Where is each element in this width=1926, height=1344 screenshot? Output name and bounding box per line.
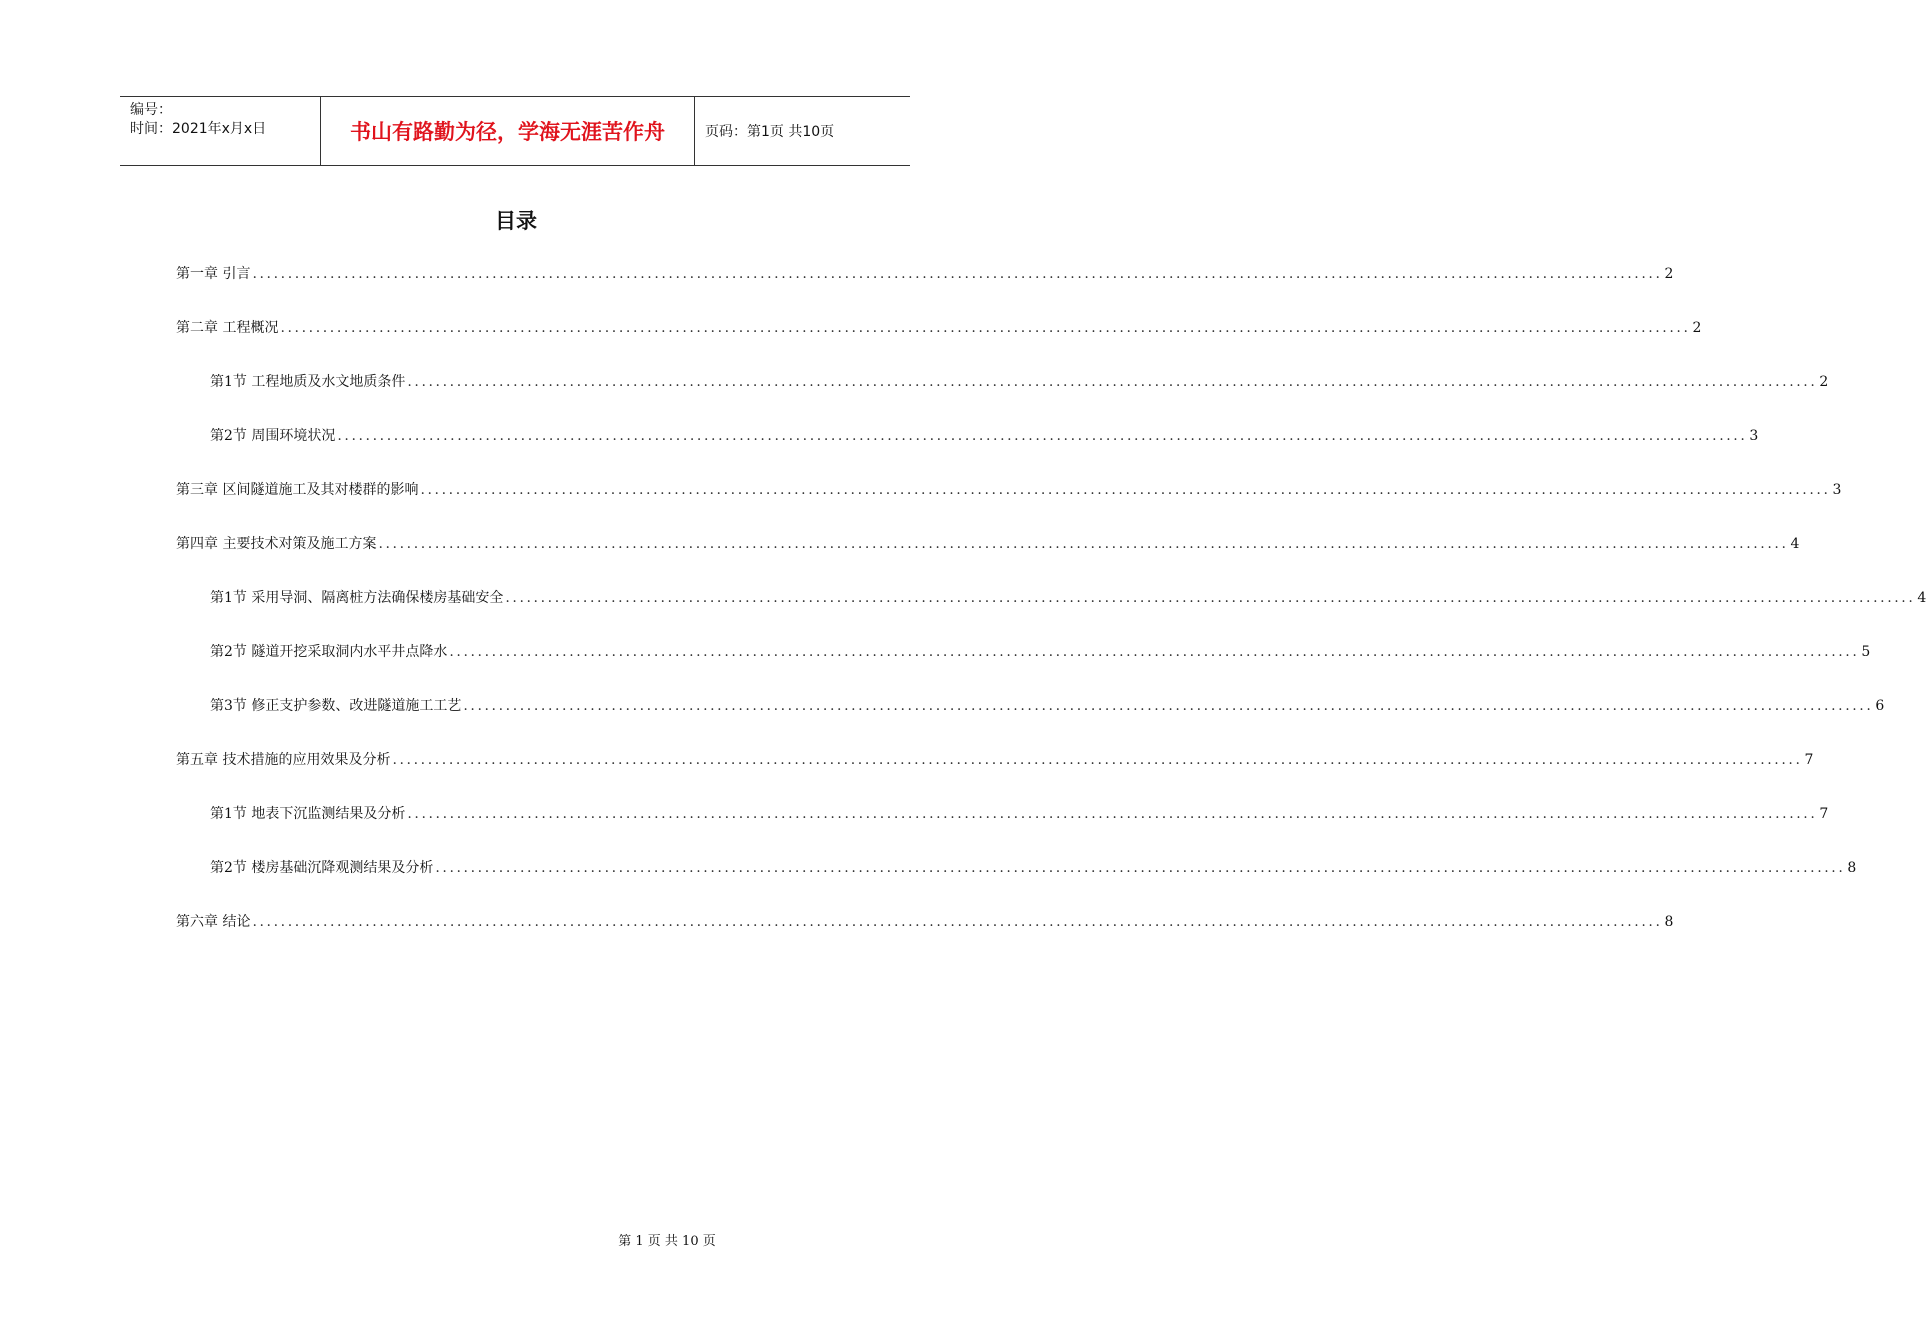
toc-entry-label: 第1节 地表下沉监测结果及分析 [210, 806, 406, 822]
toc-entry[interactable] [176, 317, 1702, 371]
toc-entry-label: 第五章 技术措施的应用效果及分析 [176, 752, 391, 768]
toc-dot-leader: ........................................................................................................................................................................................................ [407, 806, 1818, 822]
toc-entry[interactable] [176, 749, 1814, 803]
toc-entry-label: 第六章 结论 [176, 914, 251, 930]
toc-dot-leader: ........................................................................................................................................................................................................ [420, 482, 1831, 498]
toc-entry[interactable] [176, 533, 1800, 587]
toc-entry-label: 第2节 隧道开挖采取洞内水平井点降水 [210, 644, 448, 660]
toc-entry-page: 2 [1692, 320, 1702, 336]
document-header [120, 96, 910, 166]
toc-dot-leader: ........................................................................................................................................................................................................ [505, 590, 1916, 606]
toc-entry-label: 第2节 楼房基础沉降观测结果及分析 [210, 860, 434, 876]
toc-entry-label: 第一章 引言 [176, 266, 251, 282]
toc-entry-page: 8 [1664, 914, 1674, 930]
toc-entry-label: 第2节 周围环境状况 [210, 428, 336, 444]
toc-entry-label: 第1节 工程地质及水文地质条件 [210, 374, 406, 390]
toc-entry-page: 2 [1664, 266, 1674, 282]
page-footer: 第 1 页 共 10 页 [618, 1234, 716, 1249]
header-motto: 书山有路勤为径，学海无涯苦作舟 [321, 97, 695, 165]
toc-entry-page: 7 [1819, 806, 1829, 822]
toc-entry-page: 4 [1917, 590, 1926, 606]
document-date: 时间：2021年x月x日 [130, 121, 267, 137]
toc-entry[interactable] [176, 425, 1759, 479]
toc-entry-page: 6 [1875, 698, 1885, 714]
toc-dot-leader: ........................................................................................................................................................................................................ [337, 428, 1748, 444]
header-page-info: 页码：第1页 共10页 [705, 124, 835, 140]
toc-dot-leader: ........................................................................................................................................................................................................ [449, 644, 1860, 660]
toc-dot-leader: ........................................................................................................................................................................................................ [435, 860, 1846, 876]
table-of-contents [176, 263, 1926, 965]
toc-entry-label: 第二章 工程概况 [176, 320, 279, 336]
toc-entry[interactable] [176, 803, 1829, 857]
toc-entry-label: 第3节 修正支护参数、改进隧道施工工艺 [210, 698, 462, 714]
toc-dot-leader: ........................................................................................................................................................................................................ [252, 914, 1663, 930]
toc-entry[interactable] [176, 263, 1674, 317]
toc-entry[interactable] [176, 587, 1926, 641]
toc-entry-page: 3 [1832, 482, 1842, 498]
toc-entry[interactable] [176, 479, 1842, 533]
toc-entry[interactable] [176, 695, 1885, 749]
toc-entry[interactable] [176, 641, 1871, 695]
toc-entry-page: 4 [1790, 536, 1800, 552]
toc-dot-leader: ........................................................................................................................................................................................................ [252, 266, 1663, 282]
toc-title: 目录 [495, 209, 537, 233]
toc-dot-leader: ........................................................................................................................................................................................................ [378, 536, 1789, 552]
toc-entry-page: 8 [1847, 860, 1857, 876]
toc-entry-label: 第1节 采用导洞、隔离桩方法确保楼房基础安全 [210, 590, 504, 606]
toc-entry-page: 2 [1819, 374, 1829, 390]
toc-dot-leader: ........................................................................................................................................................................................................ [407, 374, 1818, 390]
toc-entry-label: 第四章 主要技术对策及施工方案 [176, 536, 377, 552]
toc-dot-leader: ........................................................................................................................................................................................................ [463, 698, 1874, 714]
toc-entry-page: 5 [1861, 644, 1871, 660]
toc-entry-page: 7 [1804, 752, 1814, 768]
toc-entry[interactable] [176, 911, 1674, 965]
document-number-label: 编号： [130, 102, 172, 118]
toc-dot-leader: ........................................................................................................................................................................................................ [392, 752, 1803, 768]
toc-entry-label: 第三章 区间隧道施工及其对楼群的影响 [176, 482, 419, 498]
toc-entry[interactable] [176, 371, 1829, 425]
toc-entry-page: 3 [1749, 428, 1759, 444]
toc-entry[interactable] [176, 857, 1857, 911]
header-meta-cell [120, 97, 321, 165]
toc-dot-leader: ........................................................................................................................................................................................................ [280, 320, 1691, 336]
